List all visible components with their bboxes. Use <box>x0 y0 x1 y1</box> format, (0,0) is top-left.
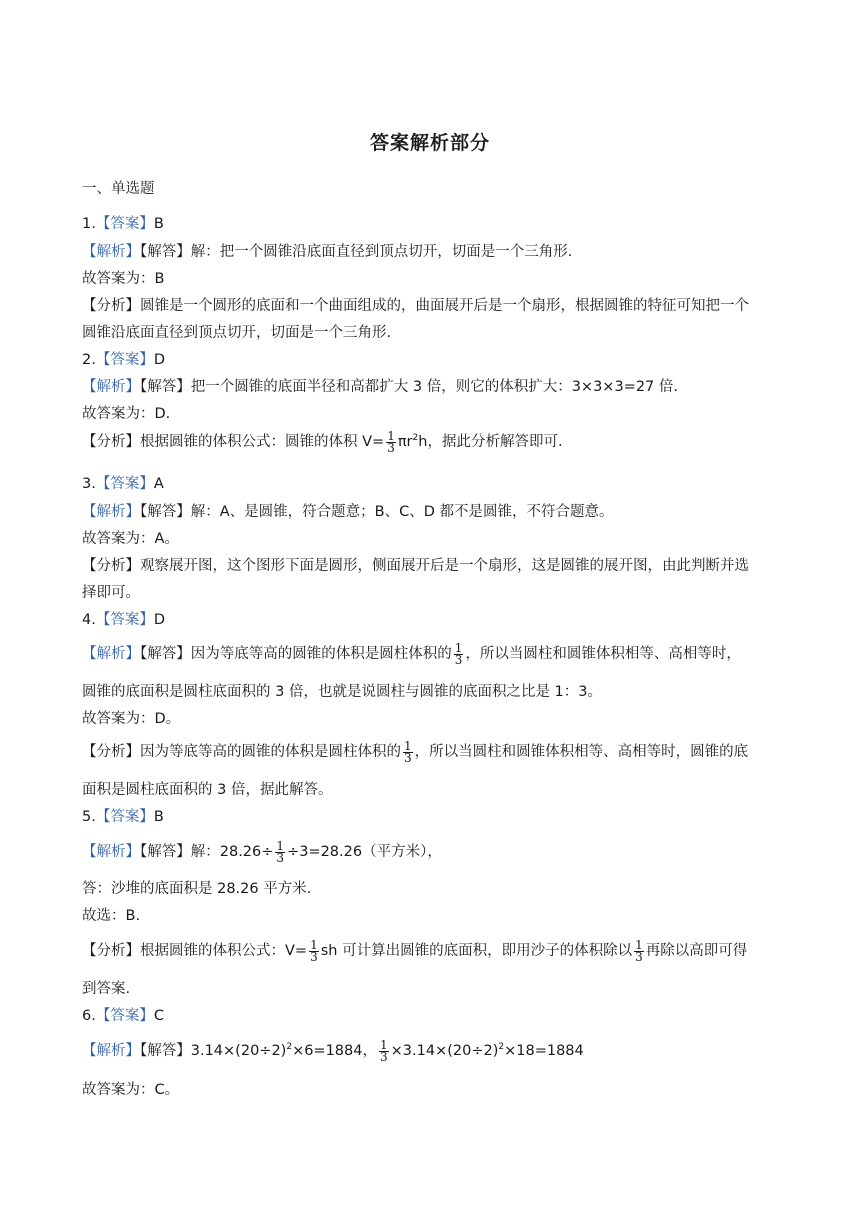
q3-number: 3. <box>82 476 96 492</box>
q5-number: 5. <box>82 809 96 825</box>
q3-conclusion: 故答案为：A。 <box>82 531 179 547</box>
section-heading: 一、单选题 <box>82 181 155 197</box>
q5-analysis-a: 【分析】根据圆锥的体积公式：V= <box>82 943 308 959</box>
q2-number: 2. <box>82 352 96 368</box>
q3-answer: A <box>153 476 164 492</box>
q6-conclusion: 故答案为：C。 <box>82 1082 180 1098</box>
q6-explanation-c: ×3.14×(20÷2) <box>390 1043 499 1059</box>
q1-number: 1. <box>82 216 96 232</box>
q3-explanation-tag: 【解析】 <box>82 504 140 520</box>
q2-analysis-exponent: 2 <box>412 433 419 444</box>
q1-analysis-1: 【分析】圆锥是一个圆形的底面和一个曲面组成的，曲面展开后是一个扇形，根据圆锥的特征可知把一个 <box>82 298 749 314</box>
q1-answer: B <box>153 216 164 232</box>
q2-analysis-a: 【分析】根据圆锥的体积公式：圆锥的体积 V= <box>82 434 385 450</box>
q1-explanation-text: 【解答】解：把一个圆锥沿底面直径到顶点切开，切面是一个三角形. <box>140 244 573 260</box>
one-third-fraction <box>275 838 285 865</box>
fraction-denominator: 3 <box>454 652 463 667</box>
q4-answer-tag: 【答案】 <box>95 612 154 628</box>
q2-explanation-text: 【解答】把一个圆锥的底面半径和高都扩大 3 倍，则它的体积扩大：3×3×3=27 倍. <box>140 379 678 395</box>
q3-explanation <box>82 500 614 521</box>
q4-explanation-tag: 【解析】 <box>82 646 140 662</box>
page-title: 答案解析部分 <box>369 132 490 154</box>
q5-answer-line <box>82 805 164 826</box>
fraction-denominator: 3 <box>310 949 318 964</box>
one-third-fraction <box>403 738 413 765</box>
q4-explanation <box>82 642 741 666</box>
q1-explanation-tag: 【解析】 <box>82 244 140 260</box>
q5-conclusion: 故选：B. <box>82 908 141 924</box>
q1-explanation <box>82 240 572 261</box>
q6-exponent-1: 2 <box>286 1042 293 1053</box>
q6-answer-tag: 【答案】 <box>95 1008 154 1024</box>
q1-analysis-2: 圆锥沿底面直径到顶点切开，切面是一个三角形. <box>82 325 392 341</box>
fraction-denominator: 3 <box>380 1049 388 1064</box>
q2-analysis-b: πr <box>397 434 413 450</box>
q4-answer: D <box>153 612 166 628</box>
q6-exponent-2: 2 <box>498 1042 505 1053</box>
one-third-fraction <box>454 640 464 667</box>
q3-analysis-1: 【分析】观察展开图，这个图形下面是圆形，侧面展开后是一个扇形，这是圆锥的展开图，由此判断并选 <box>82 558 749 574</box>
q5-analysis-2: 到答案. <box>82 981 131 997</box>
q4-answer-line <box>82 608 165 629</box>
q3-explanation-text: 【解答】解：A、是圆锥，符合题意；B、C、D 都不是圆锥，不符合题意。 <box>140 504 614 520</box>
one-third-fraction <box>634 937 644 964</box>
q6-explanation-d: ×18=1884 <box>504 1043 584 1059</box>
q2-conclusion: 故答案为：D. <box>82 406 171 422</box>
fraction-numerator: 1 <box>387 428 395 443</box>
q4-analysis-b: ，所以当圆柱和圆锥体积相等、高相等时，圆锥的底 <box>414 744 749 760</box>
q5-analysis <box>82 939 747 963</box>
fraction-numerator: 1 <box>380 1037 388 1052</box>
q1-answer-line <box>82 212 164 233</box>
fraction-numerator: 1 <box>310 937 318 952</box>
q5-explanation-tag: 【解析】 <box>82 844 140 860</box>
fraction-numerator: 1 <box>404 738 412 753</box>
q5-answer-tag: 【答案】 <box>95 809 154 825</box>
q4-conclusion: 故答案为：D。 <box>82 711 181 727</box>
q4-number: 4. <box>82 612 96 628</box>
q6-answer: C <box>153 1008 164 1024</box>
q6-explanation-b: ×6=1884， <box>292 1043 377 1059</box>
q2-answer: D <box>153 352 166 368</box>
q4-explanation-b: ，所以当圆柱和圆锥体积相等、高相等时， <box>465 646 741 662</box>
q6-explanation <box>82 1039 584 1063</box>
q4-explanation-2: 圆锥的底面积是圆柱底面积的 3 倍，也就是说圆柱与圆锥的底面积之比是 1：3。 <box>82 684 603 700</box>
fraction-denominator: 3 <box>404 750 412 765</box>
q2-analysis <box>82 430 563 454</box>
q3-answer-line <box>82 472 164 493</box>
q3-analysis-2: 择即可。 <box>82 585 140 601</box>
q1-answer-tag: 【答案】 <box>95 216 154 232</box>
q5-analysis-c: 再除以高即可得 <box>645 943 748 959</box>
q2-explanation <box>82 375 678 396</box>
q1-conclusion: 故答案为：B <box>82 271 165 287</box>
q5-reply: 答：沙堆的底面积是 28.26 平方米. <box>82 881 312 897</box>
one-third-fraction <box>386 428 396 455</box>
q5-analysis-b: sh 可计算出圆锥的底面积，即用沙子的体积除以 <box>320 943 633 959</box>
q2-answer-tag: 【答案】 <box>95 352 154 368</box>
q5-explanation-b: ÷3=28.26（平方米）， <box>287 844 442 860</box>
q3-answer-tag: 【答案】 <box>95 476 154 492</box>
q6-answer-line <box>82 1004 164 1025</box>
fraction-numerator: 1 <box>276 838 285 853</box>
q6-number: 6. <box>82 1008 96 1024</box>
q5-explanation-a: 【解答】解：28.26÷ <box>140 844 274 860</box>
q2-explanation-tag: 【解析】 <box>82 379 140 395</box>
fraction-denominator: 3 <box>276 850 285 865</box>
one-third-fraction <box>309 937 319 964</box>
q5-explanation <box>82 840 442 864</box>
fraction-numerator: 1 <box>454 640 463 655</box>
fraction-denominator: 3 <box>635 949 643 964</box>
q4-analysis-2: 面积是圆柱底面积的 3 倍，据此解答。 <box>82 782 333 798</box>
fraction-numerator: 1 <box>635 937 643 952</box>
q4-explanation-a: 【解答】因为等底等高的圆锥的体积是圆柱体积的 <box>140 646 452 662</box>
q6-explanation-tag: 【解析】 <box>82 1043 140 1059</box>
q2-analysis-c: h，据此分析解答即可. <box>418 434 563 450</box>
q5-answer: B <box>153 809 164 825</box>
q4-analysis-a: 【分析】因为等底等高的圆锥的体积是圆柱体积的 <box>82 744 401 760</box>
q2-answer-line <box>82 348 165 369</box>
q4-analysis <box>82 740 748 764</box>
fraction-denominator: 3 <box>387 440 395 455</box>
one-third-fraction <box>379 1037 389 1064</box>
q6-explanation-a: 【解答】3.14×(20÷2) <box>140 1043 287 1059</box>
